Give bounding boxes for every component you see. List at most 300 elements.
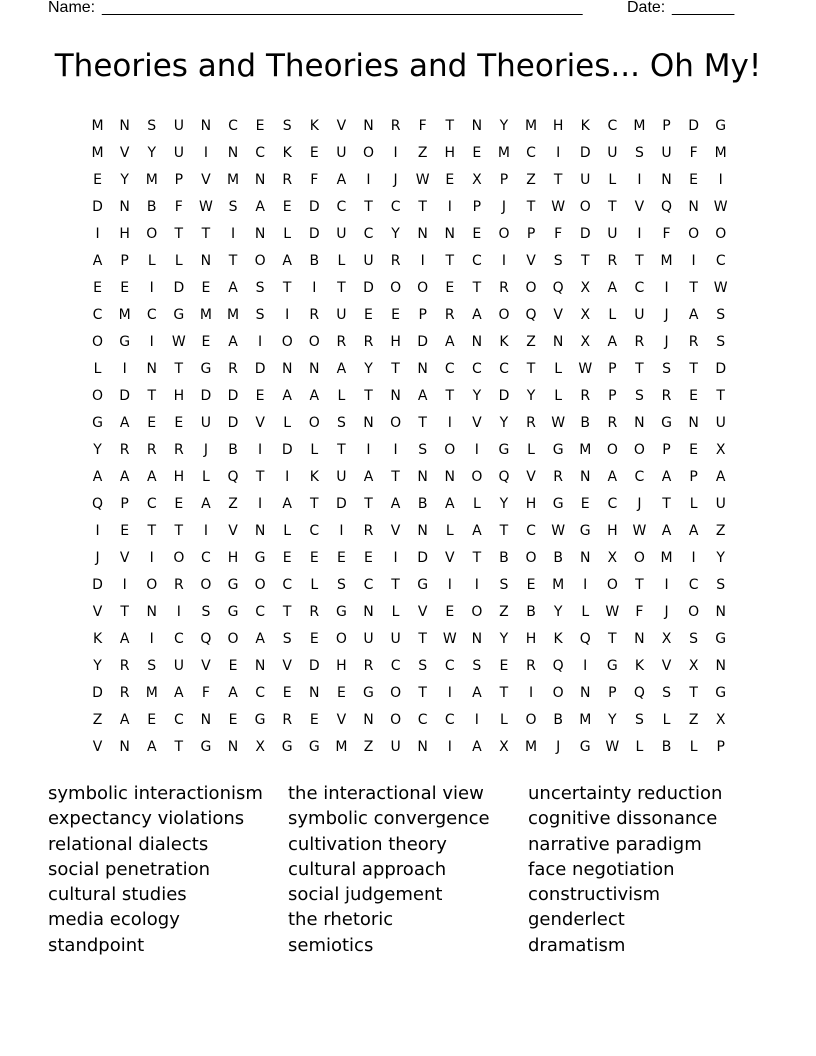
grid-letter: K xyxy=(282,144,292,161)
grid-letter: P xyxy=(608,360,617,377)
grid-letter: E xyxy=(472,225,482,242)
grid-letter: F xyxy=(635,603,644,620)
grid-letter: O xyxy=(688,603,700,620)
grid-row xyxy=(84,301,734,328)
grid-letter: R xyxy=(390,117,401,134)
grid-letter: I xyxy=(664,576,669,593)
grid-letter: V xyxy=(390,522,401,539)
grid-letter: C xyxy=(309,522,320,539)
grid-letter: J xyxy=(95,549,100,566)
grid-letter: A xyxy=(146,468,157,485)
grid-letter: O xyxy=(471,603,483,620)
grid-letter: C xyxy=(688,576,699,593)
grid-row xyxy=(84,436,734,463)
grid-letter: I xyxy=(637,171,642,188)
grid-letter: E xyxy=(228,711,238,728)
grid-letter: A xyxy=(282,252,292,269)
grid-letter: S xyxy=(634,387,644,404)
grid-letter: O xyxy=(525,549,537,566)
grid-letter: L xyxy=(527,441,535,458)
grid-letter: S xyxy=(634,711,644,728)
grid-letter: N xyxy=(417,522,428,539)
grid-letter: T xyxy=(174,360,184,377)
grid-letter: E xyxy=(228,657,238,674)
grid-letter: W xyxy=(199,198,213,215)
grid-letter: I xyxy=(149,549,154,566)
grid-row xyxy=(84,274,734,301)
grid-letter: I xyxy=(95,225,100,242)
grid-letter: E xyxy=(147,711,157,728)
grid-letter: G xyxy=(552,495,564,512)
grid-letter: I xyxy=(583,576,588,593)
grid-letter: I xyxy=(258,495,263,512)
grid-letter: L xyxy=(283,522,292,539)
grid-letter: I xyxy=(339,522,344,539)
grid-letter: G xyxy=(417,576,429,593)
grid-letter: Z xyxy=(715,522,726,539)
grid-letter: H xyxy=(390,333,401,350)
grid-letter: M xyxy=(579,441,592,458)
grid-letter: N xyxy=(200,711,212,728)
grid-letter: G xyxy=(200,360,212,377)
grid-letter: A xyxy=(282,495,292,512)
grid-letter: N xyxy=(715,603,726,620)
word-list-item: narrative paradigm xyxy=(528,833,702,855)
grid-letter: U xyxy=(607,144,618,161)
grid-letter: T xyxy=(418,414,427,431)
grid-letter: C xyxy=(444,657,455,674)
grid-letter: P xyxy=(120,252,129,269)
grid-letter: M xyxy=(335,738,348,755)
grid-letter: T xyxy=(282,279,292,296)
grid-letter: W xyxy=(551,198,566,215)
grid-letter: C xyxy=(417,711,428,728)
grid-letter: O xyxy=(308,414,320,431)
grid-letter: S xyxy=(282,117,292,134)
grid-letter: T xyxy=(418,684,427,701)
grid-letter: F xyxy=(310,171,319,188)
grid-letter: T xyxy=(310,495,319,512)
name-blank-line: ______________________________________________________ xyxy=(102,0,583,16)
grid-letter: A xyxy=(119,414,130,431)
grid-letter: N xyxy=(363,117,374,134)
grid-letter: I xyxy=(583,657,588,674)
grid-letter: A xyxy=(92,468,103,485)
grid-letter: Y xyxy=(526,387,536,404)
grid-letter: N xyxy=(417,360,428,377)
grid-letter: E xyxy=(120,279,130,296)
grid-letter: N xyxy=(200,252,212,269)
grid-letter: O xyxy=(525,711,537,728)
grid-letter: G xyxy=(363,684,374,701)
grid-letter: I xyxy=(528,684,534,701)
grid-letter: P xyxy=(418,306,427,323)
grid-letter: E xyxy=(689,171,699,188)
grid-letter: U xyxy=(715,495,726,512)
grid-letter: S xyxy=(255,306,265,323)
grid-letter: V xyxy=(336,117,347,134)
grid-letter: D xyxy=(200,387,212,404)
grid-row xyxy=(84,625,734,652)
grid-letter: T xyxy=(689,684,698,701)
grid-letter: E xyxy=(309,630,319,647)
word-column xyxy=(48,781,288,958)
grid-letter: N xyxy=(363,711,374,728)
grid-letter: O xyxy=(92,387,104,404)
grid-letter: I xyxy=(474,576,479,593)
word-list-item: constructivism xyxy=(528,884,661,906)
grid-letter: P xyxy=(662,441,671,458)
grid-letter: I xyxy=(664,279,669,296)
grid-letter: I xyxy=(122,360,127,377)
grid-letter: G xyxy=(227,576,239,593)
grid-letter: I xyxy=(285,468,290,485)
grid-row xyxy=(84,598,734,625)
grid-letter: R xyxy=(688,333,699,350)
grid-row xyxy=(84,517,734,544)
grid-row xyxy=(84,139,734,166)
grid-letter: I xyxy=(258,441,263,458)
grid-letter: C xyxy=(715,252,726,269)
grid-letter: N xyxy=(309,360,320,377)
grid-letter: N xyxy=(471,630,483,647)
grid-letter: O xyxy=(390,414,402,431)
grid-letter: O xyxy=(444,441,456,458)
name-label: Name: xyxy=(48,0,96,16)
grid-letter: N xyxy=(254,225,266,242)
grid-letter: U xyxy=(173,117,184,134)
grid-letter: U xyxy=(607,225,618,242)
grid-letter: V xyxy=(282,657,292,674)
grid-letter: R xyxy=(363,657,374,674)
grid-letter: U xyxy=(336,306,347,323)
grid-letter: K xyxy=(309,117,319,134)
grid-letter: R xyxy=(282,171,293,188)
grid-letter: T xyxy=(282,603,292,620)
grid-letter: S xyxy=(662,684,671,701)
grid-letter: F xyxy=(662,225,671,242)
word-list-item: cultural studies xyxy=(48,884,187,906)
grid-letter: C xyxy=(526,144,536,161)
grid-letter: N xyxy=(634,414,645,431)
grid-letter: A xyxy=(661,468,672,485)
grid-letter: Y xyxy=(93,657,102,674)
grid-letter: A xyxy=(472,738,482,755)
grid-letter: O xyxy=(92,333,104,350)
grid-letter: C xyxy=(634,279,645,296)
grid-letter: L xyxy=(337,252,346,269)
grid-letter: I xyxy=(393,549,398,566)
grid-letter: P xyxy=(174,171,184,188)
grid-letter: N xyxy=(363,414,374,431)
grid-letter: O xyxy=(173,549,185,566)
grid-letter: X xyxy=(661,630,672,647)
grid-letter: R xyxy=(661,387,672,404)
grid-letter: G xyxy=(579,522,591,539)
grid-letter: B xyxy=(228,441,238,458)
grid-letter: T xyxy=(472,549,482,566)
grid-letter: E xyxy=(499,657,509,674)
grid-letter: X xyxy=(607,549,618,566)
grid-letter: R xyxy=(228,360,238,377)
grid-letter: L xyxy=(445,522,454,539)
grid-letter: O xyxy=(633,549,645,566)
grid-letter: I xyxy=(285,306,290,323)
grid-letter: X xyxy=(472,171,482,188)
grid-letter: N xyxy=(200,117,212,134)
grid-letter: S xyxy=(418,657,428,674)
grid-letter: N xyxy=(309,684,320,701)
grid-letter: N xyxy=(579,684,591,701)
grid-letter: O xyxy=(688,225,700,242)
grid-letter: Y xyxy=(716,549,725,566)
grid-letter: L xyxy=(202,468,210,485)
grid-letter: U xyxy=(390,630,401,647)
grid-letter: P xyxy=(689,468,698,485)
grid-letter: T xyxy=(445,252,455,269)
grid-letter: L xyxy=(310,441,319,458)
grid-letter: T xyxy=(580,252,590,269)
grid-letter: W xyxy=(713,279,728,296)
grid-letter: Q xyxy=(552,279,564,296)
grid-letter: T xyxy=(635,576,644,593)
grid-letter: N xyxy=(688,414,699,431)
grid-letter: A xyxy=(228,684,238,701)
grid-letter: H xyxy=(444,144,456,161)
grid-letter: G xyxy=(715,684,727,701)
grid-letter: C xyxy=(255,144,265,161)
grid-letter: Z xyxy=(363,738,374,755)
grid-letter: O xyxy=(200,576,212,593)
grid-letter: J xyxy=(664,306,669,323)
grid-letter: Q xyxy=(498,468,510,485)
grid-row xyxy=(84,544,734,571)
grid-letter: T xyxy=(391,468,400,485)
grid-letter: E xyxy=(255,387,265,404)
grid-letter: A xyxy=(688,306,699,323)
grid-letter: E xyxy=(364,306,373,323)
grid-letter: I xyxy=(122,576,127,593)
grid-letter: X xyxy=(580,333,591,350)
grid-letter: A xyxy=(282,387,292,404)
grid-letter: O xyxy=(579,198,591,215)
grid-letter: V xyxy=(119,549,130,566)
grid-letter: L xyxy=(581,603,590,620)
grid-letter: A xyxy=(607,468,618,485)
grid-letter: S xyxy=(499,576,509,593)
grid-letter: U xyxy=(715,414,726,431)
grid-letter: P xyxy=(526,225,536,242)
grid-letter: O xyxy=(146,576,158,593)
grid-letter: Q xyxy=(661,198,673,215)
grid-letter: Q xyxy=(579,630,591,647)
grid-letter: W xyxy=(605,603,620,620)
grid-row xyxy=(84,652,734,679)
page-title: Theories and Theories and Theories... Oh My! xyxy=(54,48,762,84)
grid-letter: C xyxy=(92,306,103,323)
grid-letter: V xyxy=(201,171,211,188)
word-list-item: face negotiation xyxy=(528,858,675,880)
grid-letter: D xyxy=(363,279,374,296)
grid-letter: W xyxy=(551,414,566,431)
grid-letter: W xyxy=(578,360,593,377)
grid-letter: X xyxy=(580,306,591,323)
word-list-item: relational dialects xyxy=(48,833,209,855)
grid-letter: I xyxy=(501,252,507,269)
grid-letter: Z xyxy=(92,711,103,728)
grid-letter: D xyxy=(227,414,239,431)
grid-letter: V xyxy=(255,414,265,431)
grid-letter: Y xyxy=(147,144,157,161)
grid-letter: H xyxy=(119,225,130,242)
grid-letter: E xyxy=(174,495,184,512)
grid-letter: V xyxy=(472,414,482,431)
grid-letter: B xyxy=(499,549,509,566)
grid-letter: V xyxy=(119,144,130,161)
grid-letter: C xyxy=(607,495,618,512)
grid-letter: T xyxy=(445,387,455,404)
grid-letter: L xyxy=(554,360,563,377)
grid-letter: M xyxy=(118,306,131,323)
grid-letter: R xyxy=(173,576,184,593)
grid-letter: Y xyxy=(553,603,563,620)
grid-letter: Q xyxy=(92,495,104,512)
grid-letter: N xyxy=(363,603,374,620)
grid-letter: N xyxy=(146,360,157,377)
grid-letter: C xyxy=(336,198,347,215)
grid-letter: O xyxy=(146,225,158,242)
grid-letter: Y xyxy=(391,225,400,242)
grid-letter: T xyxy=(174,738,184,755)
grid-row xyxy=(84,166,734,193)
grid-letter: N xyxy=(119,198,130,215)
grid-letter: L xyxy=(310,576,319,593)
grid-letter: A xyxy=(688,522,699,539)
grid-row xyxy=(84,112,734,139)
grid-letter: O xyxy=(362,144,374,161)
grid-letter: T xyxy=(716,387,725,404)
grid-letter: B xyxy=(580,414,591,431)
grid-letter: O xyxy=(417,279,429,296)
grid-letter: S xyxy=(634,144,644,161)
grid-letter: Y xyxy=(472,387,482,404)
grid-letter: L xyxy=(93,360,102,377)
grid-letter: A xyxy=(228,333,238,350)
grid-letter: L xyxy=(689,495,698,512)
grid-letter: L xyxy=(174,252,183,269)
grid-letter: E xyxy=(93,171,102,188)
word-list-item: uncertainty reduction xyxy=(528,783,723,804)
grid-row xyxy=(84,355,734,382)
grid-letter: Z xyxy=(228,495,238,512)
grid-letter: Y xyxy=(499,117,509,134)
grid-letter: T xyxy=(499,522,509,539)
grid-letter: C xyxy=(173,630,184,647)
grid-letter: K xyxy=(553,630,563,647)
grid-letter: E xyxy=(445,171,455,188)
grid-letter: P xyxy=(716,738,725,755)
grid-letter: T xyxy=(174,225,184,242)
grid-letter: Q xyxy=(227,468,239,485)
grid-letter: O xyxy=(390,684,402,701)
grid-letter: C xyxy=(607,117,618,134)
grid-letter: G xyxy=(173,306,185,323)
grid-letter: T xyxy=(228,252,238,269)
grid-letter: Y xyxy=(608,711,617,728)
word-list-item: symbolic interactionism xyxy=(48,783,263,804)
grid-letter: V xyxy=(526,252,536,269)
grid-row xyxy=(84,733,734,760)
grid-letter: A xyxy=(92,252,103,269)
grid-letter: N xyxy=(227,738,239,755)
grid-letter: T xyxy=(201,225,211,242)
grid-letter: E xyxy=(580,495,590,512)
grid-letter: O xyxy=(227,630,239,647)
grid-letter: M xyxy=(552,576,565,593)
grid-letter: R xyxy=(309,603,320,620)
grid-letter: T xyxy=(337,441,346,458)
grid-letter: U xyxy=(173,657,184,674)
grid-letter: X xyxy=(255,738,265,755)
grid-letter: U xyxy=(336,468,347,485)
grid-letter: I xyxy=(420,252,425,269)
grid-letter: C xyxy=(471,360,482,377)
grid-letter: T xyxy=(147,522,157,539)
grid-letter: N xyxy=(227,144,239,161)
grid-letter: V xyxy=(228,522,238,539)
grid-letter: J xyxy=(203,441,208,458)
grid-letter: X xyxy=(715,441,726,458)
grid-letter: R xyxy=(553,468,563,485)
grid-letter: D xyxy=(579,144,591,161)
grid-letter: C xyxy=(526,522,536,539)
grid-letter: M xyxy=(145,684,158,701)
grid-letter: G xyxy=(200,738,212,755)
grid-letter: V xyxy=(526,468,536,485)
grid-letter: C xyxy=(255,684,265,701)
grid-letter: N xyxy=(254,657,266,674)
grid-letter: S xyxy=(418,441,428,458)
grid-letter: U xyxy=(200,414,212,431)
word-list-item: social judgement xyxy=(288,884,443,906)
grid-letter: S xyxy=(201,603,211,620)
grid-letter: C xyxy=(255,603,265,620)
grid-row xyxy=(84,328,734,355)
grid-letter: I xyxy=(637,225,642,242)
grid-letter: V xyxy=(336,711,347,728)
grid-letter: C xyxy=(634,468,645,485)
grid-letter: J xyxy=(637,495,642,512)
word-list-item: the rhetoric xyxy=(288,909,394,931)
grid-letter: S xyxy=(716,333,726,350)
grid-letter: A xyxy=(472,684,482,701)
grid-letter: W xyxy=(632,522,647,539)
grid-letter: B xyxy=(526,603,536,620)
grid-letter: H xyxy=(227,549,239,566)
grid-row xyxy=(84,247,734,274)
grid-letter: S xyxy=(553,252,563,269)
grid-letter: P xyxy=(662,117,671,134)
grid-letter: R xyxy=(526,414,536,431)
grid-letter: D xyxy=(92,576,103,593)
grid-letter: X xyxy=(688,657,699,674)
grid-letter: U xyxy=(634,306,645,323)
grid-letter: A xyxy=(309,387,320,404)
grid-letter: G xyxy=(606,657,618,674)
grid-letter: L xyxy=(608,171,617,188)
grid-letter: V xyxy=(417,603,428,620)
grid-letter: K xyxy=(634,657,645,674)
